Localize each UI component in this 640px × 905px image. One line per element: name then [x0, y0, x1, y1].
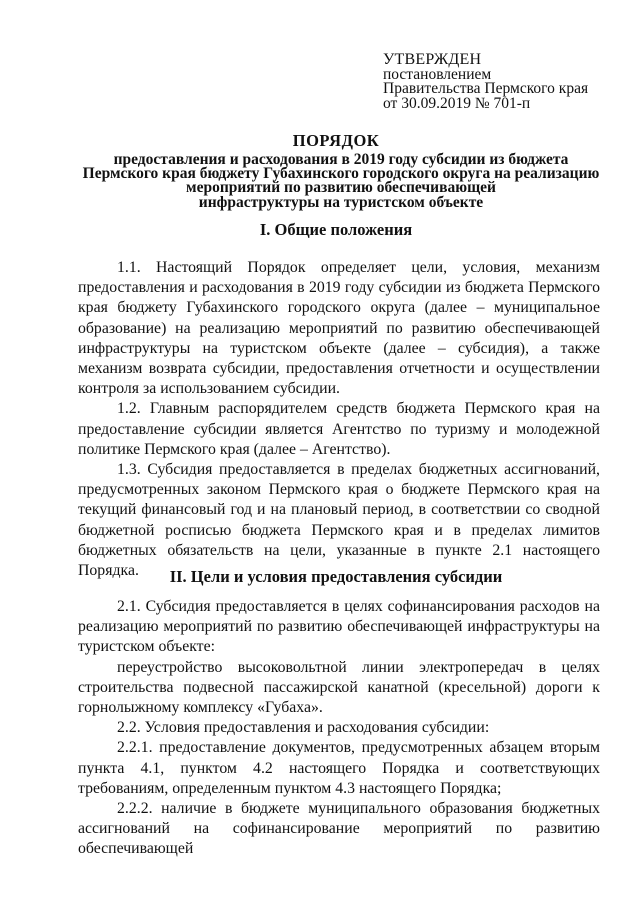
paragraph-2-2: 2.2. Условия предоставления и расходования субсидии: — [117, 719, 490, 737]
approval-line-1: постановлением — [383, 65, 492, 83]
approval-line-3: от 30.09.2019 № 701-п — [383, 94, 531, 112]
paragraph-2-1-item: переустройство высоковольтной линии электропередач в целях строительства подвесной пассажирской канатной (кресельной) дороги к горнолыжному комплексу «Губаха». — [78, 658, 600, 717]
paragraph-2-2-2: 2.2.2. наличие в бюджете муниципального образования бюджетных ассигнований на софинансирование мероприятий по развитию обеспечивающей — [78, 800, 600, 858]
section-1-body — [78, 258, 600, 581]
paragraph-2-2-1: 2.2.1. предоставление документов, предусмотренных абзацем вторым пункта 4.1, пунктом 4.2 настоящего Порядка и соответствующих требованиям, определенным пунктом 4.3 настоящего Порядка; — [78, 739, 600, 797]
subtitle-line-1: предоставления и расходования в 2019 году субсидии из бюджета — [113, 151, 569, 168]
section-2-body — [78, 597, 600, 860]
approval-heading: УТВЕРЖДЕН — [383, 51, 482, 68]
approval-stamp — [383, 53, 588, 111]
section-1-heading: I. Общие положения — [259, 220, 413, 239]
paragraph-1-2: 1.2. Главным распорядителем средств бюджета Пермского края на предоставление субсидии является Агентство по туризму и молодежной политике Пермского края (далее – Агентство). — [78, 400, 600, 458]
paragraph-1-1: 1.1. Настоящий Порядок определяет цели, условия, механизм предоставления и расходования в 2019 году субсидии из бюджета Пермского края бюджету Губахинского городского округа (далее – муниципальное образование) на реализацию мероприятий по развитию обеспечивающей инфраструктуры на туристском объекте (далее – субсидия), а также механизм возврата субсидии, предоставления отчетности и осуществлении контроля за использованием субсидии. — [78, 259, 600, 398]
document-subtitle — [70, 153, 612, 210]
paragraph-2-1: 2.1. Субсидия предоставляется в целях софинансирования расходов на реализацию мероприятий по развитию обеспечивающей инфраструктуры на туристском объекте: — [78, 598, 600, 656]
subtitle-line-3: мероприятий по развитию обеспечивающей — [186, 179, 496, 197]
subtitle-line-2: Пермского края бюджету Губахинского городского округа на реализацию — [82, 165, 600, 183]
approval-line-2: Правительства Пермского края — [383, 80, 589, 97]
document-title: ПОРЯДОК — [292, 131, 380, 150]
subtitle-line-4: инфраструктуры на туристском объекте — [198, 193, 484, 211]
section-2-heading: II. Цели и условия предоставления субсидии — [169, 567, 503, 586]
paragraph-1-3: 1.3. Субсидия предоставляется в пределах бюджетных ассигнований, предусмотренных законом Пермского края о бюджете Пермского края на текущий финансовый год и на плановый период, в соответствии со сводной бюджетной росписью бюджета Пермского края и в пределах лимитов бюджетных обязательств на цели, указанные в пункте 2.1 настоящего Порядка. — [78, 461, 600, 580]
